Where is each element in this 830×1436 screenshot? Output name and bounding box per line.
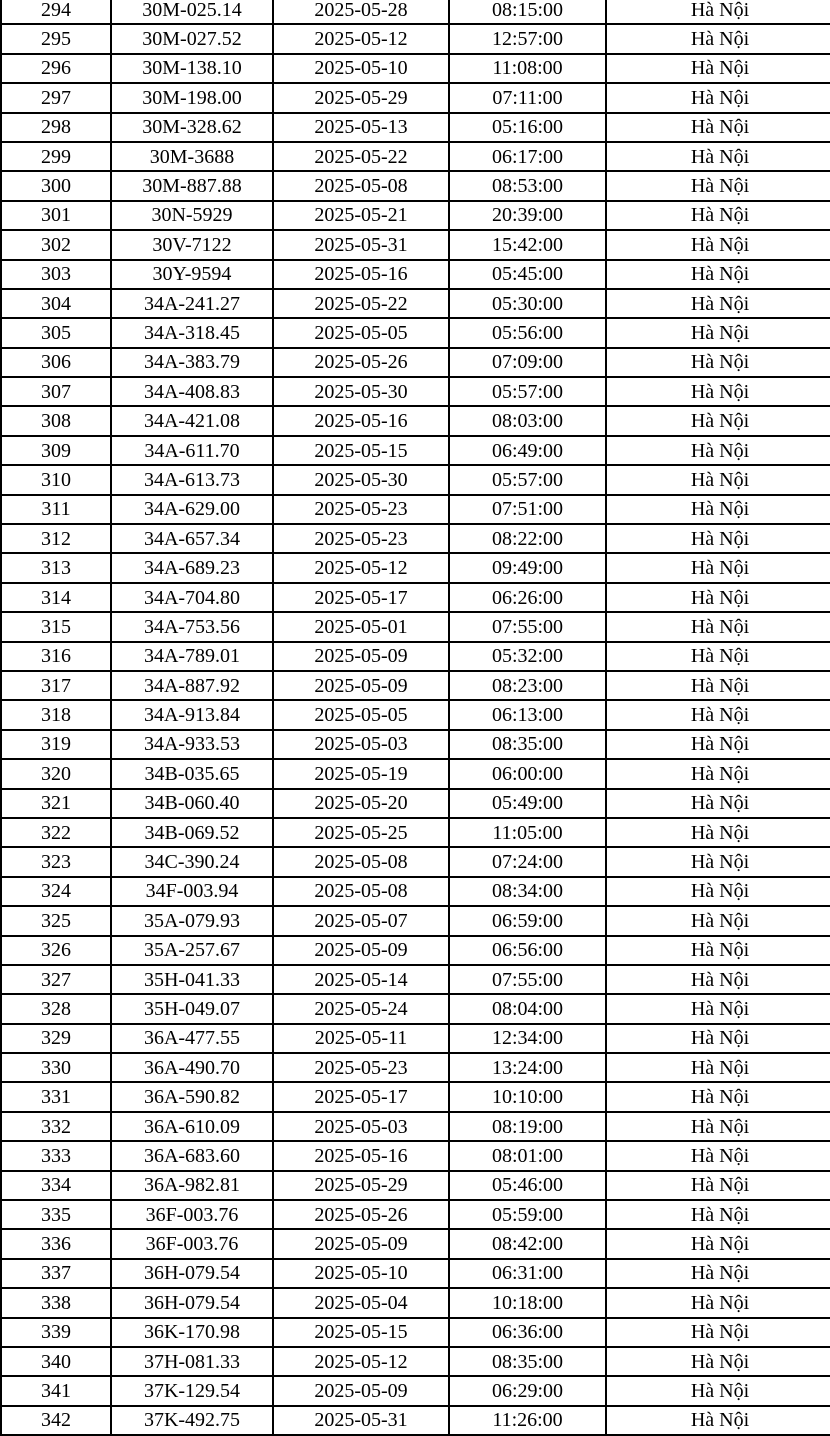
location-cell: Hà Nội xyxy=(606,965,830,994)
location-cell: Hà Nội xyxy=(606,348,830,377)
time-cell: 13:24:00 xyxy=(449,1053,606,1082)
table-row xyxy=(1,877,830,906)
location-cell: Hà Nội xyxy=(606,671,830,700)
location-cell: Hà Nội xyxy=(606,1200,830,1229)
time-cell: 10:10:00 xyxy=(449,1082,606,1111)
date-cell: 2025-05-08 xyxy=(273,877,449,906)
row-number-cell: 308 xyxy=(1,406,111,435)
license-plate-cell: 34F-003.94 xyxy=(111,877,273,906)
date-cell: 2025-05-17 xyxy=(273,583,449,612)
license-plate-cell: 34A-657.34 xyxy=(111,524,273,553)
row-number-cell: 313 xyxy=(1,553,111,582)
license-plate-cell: 34A-629.00 xyxy=(111,495,273,524)
date-cell: 2025-05-09 xyxy=(273,1376,449,1405)
license-plate-cell: 36H-079.54 xyxy=(111,1259,273,1288)
table-row xyxy=(1,906,830,935)
location-cell: Hà Nội xyxy=(606,465,830,494)
date-cell: 2025-05-11 xyxy=(273,1024,449,1053)
time-cell: 08:03:00 xyxy=(449,406,606,435)
time-cell: 20:39:00 xyxy=(449,201,606,230)
date-cell: 2025-05-24 xyxy=(273,994,449,1023)
date-cell: 2025-05-13 xyxy=(273,113,449,142)
table-row xyxy=(1,759,830,788)
time-cell: 08:23:00 xyxy=(449,671,606,700)
license-plate-cell: 34A-241.27 xyxy=(111,289,273,318)
date-cell: 2025-05-26 xyxy=(273,1200,449,1229)
date-cell: 2025-05-22 xyxy=(273,289,449,318)
row-number-cell: 318 xyxy=(1,700,111,729)
row-number-cell: 334 xyxy=(1,1171,111,1200)
license-plate-cell: 36H-079.54 xyxy=(111,1288,273,1317)
row-number-cell: 341 xyxy=(1,1376,111,1405)
table-row xyxy=(1,171,830,200)
row-number-cell: 335 xyxy=(1,1200,111,1229)
time-cell: 06:29:00 xyxy=(449,1376,606,1405)
license-plate-cell: 34C-390.24 xyxy=(111,847,273,876)
table-row xyxy=(1,1171,830,1200)
row-number-cell: 329 xyxy=(1,1024,111,1053)
row-number-cell: 336 xyxy=(1,1229,111,1258)
time-cell: 15:42:00 xyxy=(449,230,606,259)
location-cell: Hà Nội xyxy=(606,1376,830,1405)
row-number-cell: 331 xyxy=(1,1082,111,1111)
license-plate-cell: 37H-081.33 xyxy=(111,1347,273,1376)
license-plate-cell: 34A-789.01 xyxy=(111,642,273,671)
time-cell: 08:01:00 xyxy=(449,1141,606,1170)
table-row xyxy=(1,965,830,994)
date-cell: 2025-05-30 xyxy=(273,465,449,494)
table-row xyxy=(1,553,830,582)
table-row xyxy=(1,377,830,406)
table-row xyxy=(1,642,830,671)
date-cell: 2025-05-10 xyxy=(273,54,449,83)
time-cell: 07:55:00 xyxy=(449,965,606,994)
time-cell: 08:04:00 xyxy=(449,994,606,1023)
license-plate-cell: 30Y-9594 xyxy=(111,260,273,289)
license-plate-cell: 36F-003.76 xyxy=(111,1200,273,1229)
row-number-cell: 315 xyxy=(1,612,111,641)
time-cell: 11:05:00 xyxy=(449,818,606,847)
date-cell: 2025-05-05 xyxy=(273,700,449,729)
license-plate-cell: 34B-035.65 xyxy=(111,759,273,788)
date-cell: 2025-05-08 xyxy=(273,171,449,200)
date-cell: 2025-05-29 xyxy=(273,83,449,112)
license-plate-cell: 36F-003.76 xyxy=(111,1229,273,1258)
license-plate-cell: 30M-3688 xyxy=(111,142,273,171)
time-cell: 05:45:00 xyxy=(449,260,606,289)
date-cell: 2025-05-29 xyxy=(273,1171,449,1200)
license-plate-cell: 34A-408.83 xyxy=(111,377,273,406)
license-plate-cell: 35H-049.07 xyxy=(111,994,273,1023)
time-cell: 06:31:00 xyxy=(449,1259,606,1288)
row-number-cell: 304 xyxy=(1,289,111,318)
license-plate-cell: 35H-041.33 xyxy=(111,965,273,994)
row-number-cell: 296 xyxy=(1,54,111,83)
date-cell: 2025-05-14 xyxy=(273,965,449,994)
row-number-cell: 303 xyxy=(1,260,111,289)
table-row xyxy=(1,524,830,553)
date-cell: 2025-05-01 xyxy=(273,612,449,641)
location-cell: Hà Nội xyxy=(606,642,830,671)
location-cell: Hà Nội xyxy=(606,171,830,200)
time-cell: 06:56:00 xyxy=(449,936,606,965)
row-number-cell: 321 xyxy=(1,789,111,818)
time-cell: 06:49:00 xyxy=(449,436,606,465)
date-cell: 2025-05-23 xyxy=(273,524,449,553)
time-cell: 07:24:00 xyxy=(449,847,606,876)
date-cell: 2025-05-05 xyxy=(273,318,449,347)
time-cell: 11:26:00 xyxy=(449,1406,606,1435)
row-number-cell: 314 xyxy=(1,583,111,612)
date-cell: 2025-05-31 xyxy=(273,1406,449,1435)
location-cell: Hà Nội xyxy=(606,612,830,641)
license-plate-cell: 30M-887.88 xyxy=(111,171,273,200)
time-cell: 05:57:00 xyxy=(449,377,606,406)
location-cell: Hà Nội xyxy=(606,818,830,847)
table-row xyxy=(1,289,830,318)
row-number-cell: 324 xyxy=(1,877,111,906)
date-cell: 2025-05-09 xyxy=(273,936,449,965)
location-cell: Hà Nội xyxy=(606,289,830,318)
location-cell: Hà Nội xyxy=(606,759,830,788)
row-number-cell: 319 xyxy=(1,730,111,759)
row-number-cell: 310 xyxy=(1,465,111,494)
row-number-cell: 302 xyxy=(1,230,111,259)
license-plate-cell: 35A-079.93 xyxy=(111,906,273,935)
table-row xyxy=(1,348,830,377)
date-cell: 2025-05-26 xyxy=(273,348,449,377)
location-cell: Hà Nội xyxy=(606,906,830,935)
location-cell: Hà Nội xyxy=(606,201,830,230)
row-number-cell: 316 xyxy=(1,642,111,671)
location-cell: Hà Nội xyxy=(606,1053,830,1082)
table-row xyxy=(1,1347,830,1376)
license-plate-cell: 34A-704.80 xyxy=(111,583,273,612)
row-number-cell: 337 xyxy=(1,1259,111,1288)
table-row xyxy=(1,1112,830,1141)
table-row xyxy=(1,1229,830,1258)
table-row xyxy=(1,495,830,524)
license-plate-cell: 30M-138.10 xyxy=(111,54,273,83)
date-cell: 2025-05-10 xyxy=(273,1259,449,1288)
time-cell: 05:59:00 xyxy=(449,1200,606,1229)
license-plate-cell: 35A-257.67 xyxy=(111,936,273,965)
table-row xyxy=(1,1053,830,1082)
time-cell: 09:49:00 xyxy=(449,553,606,582)
table-row xyxy=(1,1024,830,1053)
location-cell: Hà Nội xyxy=(606,495,830,524)
location-cell: Hà Nội xyxy=(606,0,830,24)
date-cell: 2025-05-22 xyxy=(273,142,449,171)
table-row xyxy=(1,936,830,965)
time-cell: 06:17:00 xyxy=(449,142,606,171)
row-number-cell: 327 xyxy=(1,965,111,994)
time-cell: 12:34:00 xyxy=(449,1024,606,1053)
row-number-cell: 298 xyxy=(1,113,111,142)
table-row xyxy=(1,818,830,847)
date-cell: 2025-05-09 xyxy=(273,1229,449,1258)
table-row xyxy=(1,54,830,83)
date-cell: 2025-05-07 xyxy=(273,906,449,935)
date-cell: 2025-05-25 xyxy=(273,818,449,847)
table-row xyxy=(1,436,830,465)
table-row xyxy=(1,700,830,729)
time-cell: 08:15:00 xyxy=(449,0,606,24)
license-plate-cell: 30M-198.00 xyxy=(111,83,273,112)
license-plate-cell: 36A-490.70 xyxy=(111,1053,273,1082)
time-cell: 06:36:00 xyxy=(449,1318,606,1347)
row-number-cell: 306 xyxy=(1,348,111,377)
license-plate-cell: 34A-611.70 xyxy=(111,436,273,465)
license-plate-cell: 36A-982.81 xyxy=(111,1171,273,1200)
location-cell: Hà Nội xyxy=(606,24,830,53)
license-plate-cell: 34A-913.84 xyxy=(111,700,273,729)
row-number-cell: 320 xyxy=(1,759,111,788)
row-number-cell: 297 xyxy=(1,83,111,112)
table-row xyxy=(1,260,830,289)
date-cell: 2025-05-28 xyxy=(273,0,449,24)
time-cell: 05:46:00 xyxy=(449,1171,606,1200)
table-row xyxy=(1,230,830,259)
license-plate-cell: 34A-753.56 xyxy=(111,612,273,641)
location-cell: Hà Nội xyxy=(606,1347,830,1376)
license-plate-cell: 34A-933.53 xyxy=(111,730,273,759)
date-cell: 2025-05-15 xyxy=(273,1318,449,1347)
table-row xyxy=(1,113,830,142)
row-number-cell: 330 xyxy=(1,1053,111,1082)
row-number-cell: 328 xyxy=(1,994,111,1023)
table-body xyxy=(1,0,830,1435)
time-cell: 08:22:00 xyxy=(449,524,606,553)
location-cell: Hà Nội xyxy=(606,1082,830,1111)
location-cell: Hà Nội xyxy=(606,260,830,289)
row-number-cell: 312 xyxy=(1,524,111,553)
date-cell: 2025-05-12 xyxy=(273,1347,449,1376)
date-cell: 2025-05-30 xyxy=(273,377,449,406)
date-cell: 2025-05-12 xyxy=(273,24,449,53)
time-cell: 08:53:00 xyxy=(449,171,606,200)
time-cell: 05:16:00 xyxy=(449,113,606,142)
time-cell: 08:42:00 xyxy=(449,1229,606,1258)
time-cell: 07:09:00 xyxy=(449,348,606,377)
date-cell: 2025-05-16 xyxy=(273,1141,449,1170)
location-cell: Hà Nội xyxy=(606,142,830,171)
row-number-cell: 342 xyxy=(1,1406,111,1435)
location-cell: Hà Nội xyxy=(606,113,830,142)
date-cell: 2025-05-19 xyxy=(273,759,449,788)
row-number-cell: 333 xyxy=(1,1141,111,1170)
license-plate-cell: 34B-060.40 xyxy=(111,789,273,818)
row-number-cell: 317 xyxy=(1,671,111,700)
license-plate-cell: 30M-025.14 xyxy=(111,0,273,24)
location-cell: Hà Nội xyxy=(606,936,830,965)
date-cell: 2025-05-21 xyxy=(273,201,449,230)
time-cell: 05:32:00 xyxy=(449,642,606,671)
license-plate-cell: 34A-383.79 xyxy=(111,348,273,377)
table-row xyxy=(1,1141,830,1170)
location-cell: Hà Nội xyxy=(606,377,830,406)
row-number-cell: 340 xyxy=(1,1347,111,1376)
table-row xyxy=(1,1406,830,1435)
row-number-cell: 326 xyxy=(1,936,111,965)
time-cell: 05:49:00 xyxy=(449,789,606,818)
date-cell: 2025-05-23 xyxy=(273,1053,449,1082)
table-row xyxy=(1,142,830,171)
row-number-cell: 339 xyxy=(1,1318,111,1347)
table-row xyxy=(1,612,830,641)
table-row xyxy=(1,24,830,53)
row-number-cell: 295 xyxy=(1,24,111,53)
time-cell: 05:56:00 xyxy=(449,318,606,347)
time-cell: 08:35:00 xyxy=(449,730,606,759)
location-cell: Hà Nội xyxy=(606,789,830,818)
table-row xyxy=(1,1288,830,1317)
location-cell: Hà Nội xyxy=(606,1112,830,1141)
row-number-cell: 300 xyxy=(1,171,111,200)
table-row xyxy=(1,847,830,876)
license-plate-cell: 34A-887.92 xyxy=(111,671,273,700)
license-plate-cell: 30N-5929 xyxy=(111,201,273,230)
time-cell: 08:34:00 xyxy=(449,877,606,906)
date-cell: 2025-05-03 xyxy=(273,730,449,759)
license-plate-cell: 30M-027.52 xyxy=(111,24,273,53)
table-row xyxy=(1,1200,830,1229)
location-cell: Hà Nội xyxy=(606,1171,830,1200)
time-cell: 05:57:00 xyxy=(449,465,606,494)
license-plate-cell: 34A-318.45 xyxy=(111,318,273,347)
time-cell: 07:11:00 xyxy=(449,83,606,112)
date-cell: 2025-05-09 xyxy=(273,671,449,700)
date-cell: 2025-05-20 xyxy=(273,789,449,818)
date-cell: 2025-05-08 xyxy=(273,847,449,876)
license-plate-cell: 36A-590.82 xyxy=(111,1082,273,1111)
time-cell: 05:30:00 xyxy=(449,289,606,318)
row-number-cell: 332 xyxy=(1,1112,111,1141)
time-cell: 06:59:00 xyxy=(449,906,606,935)
location-cell: Hà Nội xyxy=(606,700,830,729)
license-plate-cell: 36A-683.60 xyxy=(111,1141,273,1170)
time-cell: 12:57:00 xyxy=(449,24,606,53)
time-cell: 06:00:00 xyxy=(449,759,606,788)
row-number-cell: 305 xyxy=(1,318,111,347)
location-cell: Hà Nội xyxy=(606,1024,830,1053)
location-cell: Hà Nội xyxy=(606,230,830,259)
time-cell: 08:35:00 xyxy=(449,1347,606,1376)
location-cell: Hà Nội xyxy=(606,524,830,553)
table-row xyxy=(1,1376,830,1405)
location-cell: Hà Nội xyxy=(606,318,830,347)
date-cell: 2025-05-09 xyxy=(273,642,449,671)
license-plate-cell: 30V-7122 xyxy=(111,230,273,259)
date-cell: 2025-05-03 xyxy=(273,1112,449,1141)
table-row xyxy=(1,0,830,24)
location-cell: Hà Nội xyxy=(606,1318,830,1347)
time-cell: 10:18:00 xyxy=(449,1288,606,1317)
table-row xyxy=(1,1318,830,1347)
table-row xyxy=(1,671,830,700)
license-plate-cell: 36A-610.09 xyxy=(111,1112,273,1141)
table-row xyxy=(1,83,830,112)
location-cell: Hà Nội xyxy=(606,1141,830,1170)
date-cell: 2025-05-17 xyxy=(273,1082,449,1111)
table-row xyxy=(1,1082,830,1111)
table-row xyxy=(1,730,830,759)
license-plate-cell: 37K-129.54 xyxy=(111,1376,273,1405)
location-cell: Hà Nội xyxy=(606,583,830,612)
row-number-cell: 323 xyxy=(1,847,111,876)
row-number-cell: 322 xyxy=(1,818,111,847)
location-cell: Hà Nội xyxy=(606,1288,830,1317)
license-plate-cell: 34A-613.73 xyxy=(111,465,273,494)
location-cell: Hà Nội xyxy=(606,994,830,1023)
table-row xyxy=(1,406,830,435)
location-cell: Hà Nội xyxy=(606,406,830,435)
date-cell: 2025-05-16 xyxy=(273,260,449,289)
time-cell: 06:13:00 xyxy=(449,700,606,729)
date-cell: 2025-05-23 xyxy=(273,495,449,524)
row-number-cell: 311 xyxy=(1,495,111,524)
date-cell: 2025-05-04 xyxy=(273,1288,449,1317)
time-cell: 07:51:00 xyxy=(449,495,606,524)
location-cell: Hà Nội xyxy=(606,847,830,876)
row-number-cell: 309 xyxy=(1,436,111,465)
location-cell: Hà Nội xyxy=(606,54,830,83)
table-row xyxy=(1,465,830,494)
row-number-cell: 307 xyxy=(1,377,111,406)
license-plate-cell: 30M-328.62 xyxy=(111,113,273,142)
date-cell: 2025-05-31 xyxy=(273,230,449,259)
date-cell: 2025-05-12 xyxy=(273,553,449,582)
time-cell: 08:19:00 xyxy=(449,1112,606,1141)
table-row xyxy=(1,1259,830,1288)
date-cell: 2025-05-15 xyxy=(273,436,449,465)
table-row xyxy=(1,994,830,1023)
time-cell: 06:26:00 xyxy=(449,583,606,612)
table-row xyxy=(1,201,830,230)
location-cell: Hà Nội xyxy=(606,1229,830,1258)
table-row xyxy=(1,318,830,347)
location-cell: Hà Nội xyxy=(606,1406,830,1435)
license-plate-cell: 36A-477.55 xyxy=(111,1024,273,1053)
row-number-cell: 294 xyxy=(1,0,111,24)
time-cell: 11:08:00 xyxy=(449,54,606,83)
row-number-cell: 338 xyxy=(1,1288,111,1317)
table-row xyxy=(1,789,830,818)
row-number-cell: 325 xyxy=(1,906,111,935)
location-cell: Hà Nội xyxy=(606,83,830,112)
license-plate-cell: 36K-170.98 xyxy=(111,1318,273,1347)
location-cell: Hà Nội xyxy=(606,877,830,906)
row-number-cell: 301 xyxy=(1,201,111,230)
license-plate-cell: 37K-492.75 xyxy=(111,1406,273,1435)
location-cell: Hà Nội xyxy=(606,1259,830,1288)
location-cell: Hà Nội xyxy=(606,436,830,465)
date-cell: 2025-05-16 xyxy=(273,406,449,435)
location-cell: Hà Nội xyxy=(606,730,830,759)
license-plate-cell: 34B-069.52 xyxy=(111,818,273,847)
table-row xyxy=(1,583,830,612)
license-plate-cell: 34A-689.23 xyxy=(111,553,273,582)
time-cell: 07:55:00 xyxy=(449,612,606,641)
row-number-cell: 299 xyxy=(1,142,111,171)
location-cell: Hà Nội xyxy=(606,553,830,582)
license-plate-cell: 34A-421.08 xyxy=(111,406,273,435)
